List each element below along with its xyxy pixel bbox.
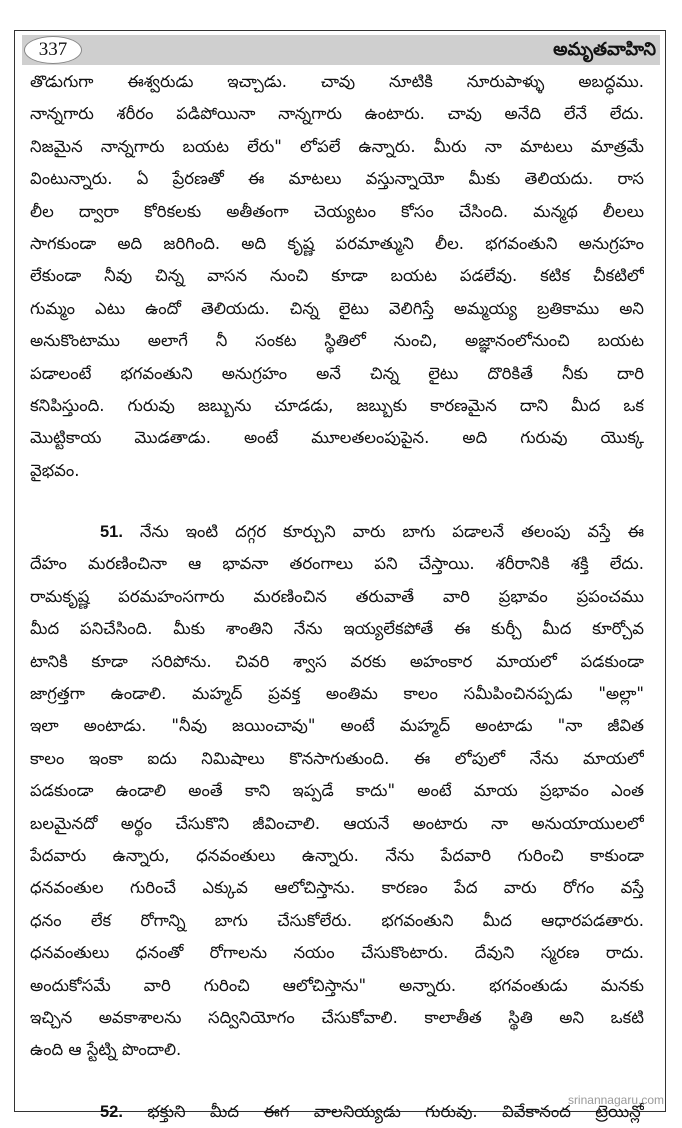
text-line: పడాలంటే భగవంతుని అనుగ్రహం అనే చిన్న లైటు దొరికితే నీకు దారి	[30, 363, 644, 383]
text-line: ధనవంతుల గురించే ఎక్కువ ఆలోచిస్తాను. కారణం పేద వారు రోగం వస్తే	[30, 878, 644, 898]
text-line: దేహం మరణించినా ఆ భావనా తరంగాలు పని చేస్తాయి. శరీరానికి శక్తి లేదు.	[30, 554, 644, 574]
text-line-first	[30, 516, 644, 548]
text-line: టానికి కూడా సరిపోను. చివరి శ్వాస వరకు అహంకార మాయలో పడకుండా	[30, 651, 644, 671]
page-number: 337	[24, 36, 82, 64]
text-line: నాన్నగారు శరీరం పడిపోయినా నాన్నగారు ఉంటారు. చావు అనేది లేనే లేదు.	[30, 104, 644, 124]
text-line: జాగ్రత్తగా ఉండాలి. మహ్మద్ ప్రవక్త అంతిమ కాలం సమీపించినప్పడు "అల్లా"	[30, 684, 644, 704]
page-body	[30, 66, 644, 1128]
watermark: srinannagaru.com	[567, 1093, 664, 1107]
text-line: పేదవారు ఉన్నారు, ధనవంతులు ఉన్నారు. నేను పేదవారి గురించి కాకుండా	[30, 845, 644, 865]
text-line: లీల ద్వారా కోరికలకు అతీతంగా చెయ్యటం కోసం చేసింది. మన్మథ లీలలు	[30, 201, 644, 221]
text-line: నిజమైన నాన్నగారు బయట లేరు" లోపలే ఉన్నారు. మీరు నా మాటలు మాత్రమే	[30, 136, 644, 156]
paragraph-continued	[30, 66, 644, 487]
paragraph-number: 52.	[100, 1102, 123, 1121]
text-line: ఇచ్చిన అవకాశాలను సద్వినియోగం చేసుకోవాలి. కాలాతీత స్థితి అని ఒకటి	[30, 1007, 644, 1027]
text-line: కాలం ఇంకా ఐదు నిమిషాలు కొనసాగుతుంది. ఈ లోపులో నేను మాయలో	[30, 748, 644, 768]
running-title: అమృతవాహిని	[553, 39, 656, 60]
paragraph-gap	[30, 1067, 644, 1096]
text-line: బలమైనదో అర్థం చేసుకొని జీవించాలి. ఆయనే అంటారు నా అనుయాయులలో	[30, 813, 644, 833]
text-line-first	[30, 1096, 644, 1128]
paragraph-number: 51.	[100, 523, 123, 542]
text-line: ధనవంతులు ధనంతో రోగాలను నయం చేసుకొంటారు. దేవుని స్మరణ రాదు.	[30, 943, 644, 963]
text-line: రామకృష్ణ పరమహంసగారు మరణించిన తరువాతే వారి ప్రభావం ప్రపంచము	[30, 586, 644, 606]
text-line: అందుకోసమే వారి గురించి ఆలోచిస్తాను" అన్నారు. భగవంతుడు మనకు	[30, 975, 644, 995]
text-line: పడకుండా ఉండాలి అంతే కాని ఇప్పడే కాదు" అంటే మాయ ప్రభావం ఎంత	[30, 781, 644, 801]
text-line: నేను ఇంటి దగ్గర కూర్చుని వారు బాగు పడాలనే తలంపు వస్తే ఈ	[139, 522, 644, 542]
text-line: తొడుగుగా ఈశ్వరుడు ఇచ్చాడు. చావు నూటికి నూరుపాళ్ళు అబద్ధము.	[30, 72, 644, 91]
text-line: సాగకుండా అది జరిగింది. అది కృష్ణ పరమాత్ముని లీల. భగవంతుని అనుగ్రహం	[30, 233, 644, 253]
text-line: ఇలా అంటాడు. "నీవు జయించావు" అంటే మహ్మద్ అంటాడు "నా జీవిత	[30, 716, 644, 736]
text-line: ధనం లేక రోగాన్ని బాగు చేసుకోలేరు. భగవంతుని మీద ఆధారపడతారు.	[30, 910, 644, 930]
text-line: మొట్టికాయ మొడతాడు. అంటే మూలతలంపుపైన. అది గురువు యొక్క	[30, 428, 644, 448]
text-line: వైభవం.	[30, 460, 80, 480]
paragraph-gap	[30, 487, 644, 516]
text-line: అనుకొంటాము అలాగే నీ సంకట స్థితిలో నుంచి, అజ్ఞానంలోనుంచి బయట	[30, 331, 644, 351]
text-line: గుమ్మం ఎటు ఉందో తెలియదు. చిన్న లైటు వెలిగిస్తే అమ్మయ్య బ్రతికాము అని	[30, 298, 644, 318]
text-line: వింటున్నారు. ఏ ప్రేరణతో ఈ మాటలు వస్తున్నాయో మీకు తెలియదు. రాస	[30, 169, 644, 189]
paragraph-52	[30, 1096, 644, 1128]
paragraph-51	[30, 516, 644, 1067]
text-line: మీద పనిచేసింది. మీకు శాంతిని నేను ఇయ్యలేకపోతే ఈ కుర్చీ మీద కూర్చోవ	[30, 619, 644, 639]
text-line: భక్తుని మీద ఈగ వాలనియ్యడు గురువు. వివేకానంద ట్రెయిన్లో	[147, 1101, 644, 1121]
text-line: ఉంది ఆ స్టేట్ని పొందాలి.	[30, 1040, 182, 1060]
text-line: లేకుండా నీవు చిన్న వాసన నుంచి కూడా బయట పడలేవు. కటిక చీకటిలో	[30, 266, 644, 286]
text-line: కనిపిస్తుంది. గురువు జబ్బును చూడడు, జబ్బుకు కారణమైన దాని మీద ఒక	[30, 395, 644, 415]
